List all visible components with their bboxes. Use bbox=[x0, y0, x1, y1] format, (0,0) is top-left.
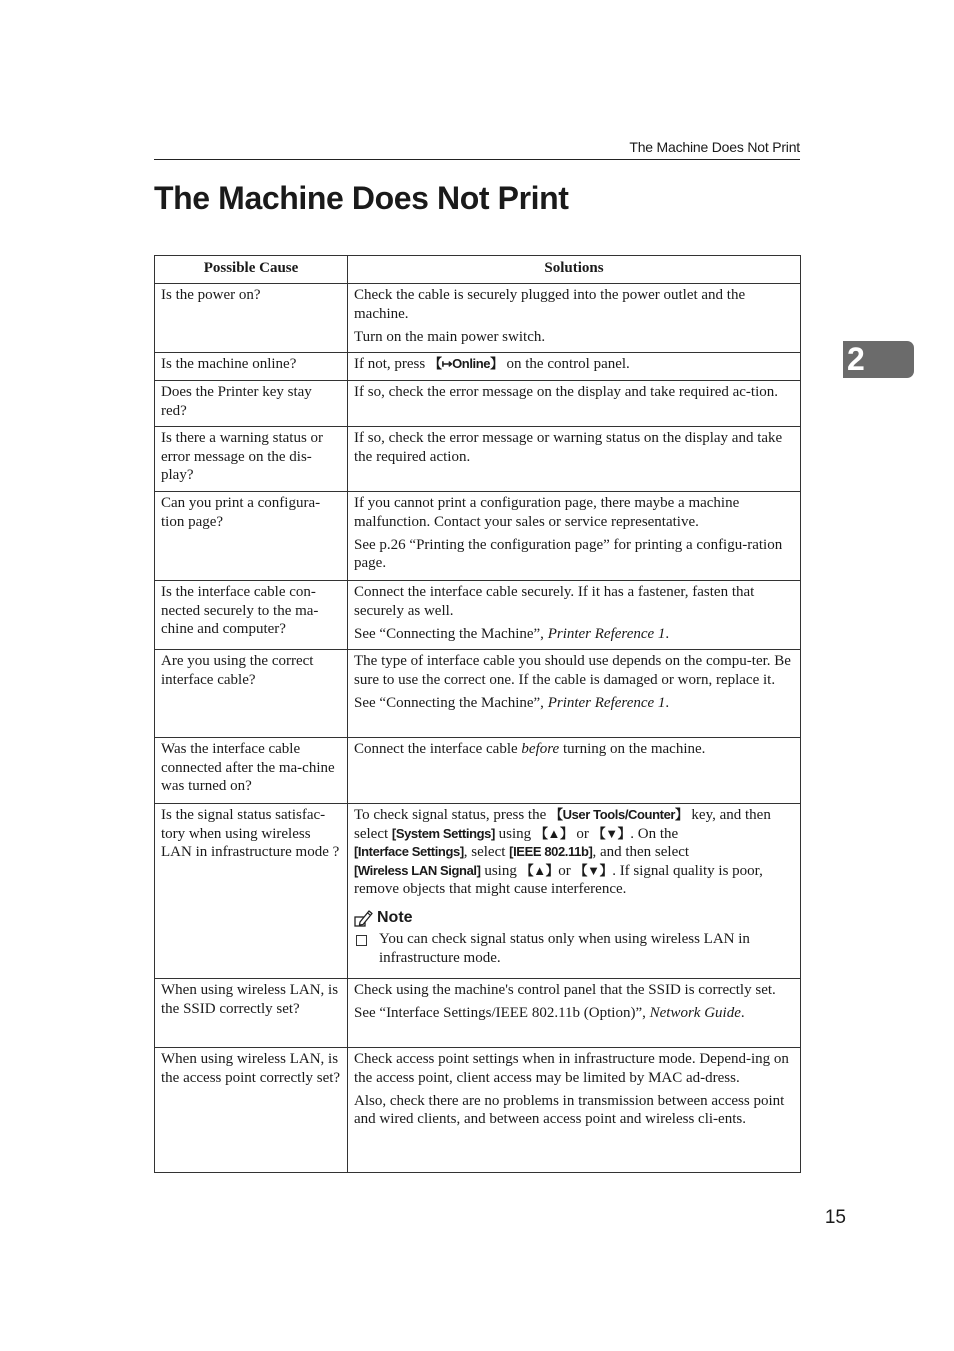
solution-cell bbox=[348, 979, 801, 1048]
text-fragment: . If signal quality is poor, remove objects that might cause interference. bbox=[354, 862, 763, 897]
solution-text: See p.26 “Printing the configuration page” for printing a configu-ration page. bbox=[354, 536, 783, 571]
manual-reference: Printer Reference 1 bbox=[547, 694, 666, 711]
cause-cell: Is the power on? bbox=[155, 284, 348, 353]
ieee-80211b-key: [IEEE 802.11b] bbox=[509, 844, 593, 859]
text-fragment: To check signal status, press the bbox=[354, 807, 550, 823]
text-fragment: or bbox=[572, 825, 593, 842]
solution-cell bbox=[348, 738, 801, 804]
table-row bbox=[155, 284, 801, 353]
text-fragment: using bbox=[480, 862, 521, 879]
text-fragment: key, and then select bbox=[354, 807, 771, 842]
solution-cell bbox=[348, 581, 801, 650]
up-arrow-key: 【▲】 bbox=[520, 862, 559, 878]
note-text: You can check signal status only when using wireless LAN in infrastructure mode. bbox=[379, 931, 750, 966]
solution-text bbox=[354, 1004, 794, 1023]
interface-settings-key: [Interface Settings] bbox=[354, 844, 464, 859]
solution-text: Check access point settings when in infrastructure mode. Depend-ing on the access point, client access may be limited by MAC ad-dress. bbox=[354, 1051, 789, 1086]
note-label: Note bbox=[377, 908, 413, 926]
table-header-row bbox=[155, 256, 801, 284]
solution-text bbox=[354, 625, 794, 644]
table-row bbox=[155, 650, 801, 738]
solution-text: If not, press bbox=[354, 356, 429, 372]
solution-cell bbox=[348, 284, 801, 353]
solution-cell bbox=[348, 804, 801, 979]
running-header: The Machine Does Not Print bbox=[629, 139, 800, 155]
solution-text: Turn on the main power switch. bbox=[354, 328, 546, 345]
page-title: The Machine Does Not Print bbox=[154, 180, 569, 216]
solution-text: If you cannot print a configuration page, there maybe a machine malfunction. Contact your sales or service representative. bbox=[354, 495, 740, 530]
table-row bbox=[155, 979, 801, 1048]
cause-cell: When using wireless LAN, is the SSID correctly set? bbox=[155, 979, 348, 1048]
cause-cell: Is there a warning status or error message on the dis-play? bbox=[155, 427, 348, 492]
solution-text: The type of interface cable you should use depends on the compu-ter. Be sure to use the correct one. If the cable is damaged or worn, replace it. bbox=[354, 653, 791, 688]
manual-reference: Printer Reference 1 bbox=[547, 625, 666, 642]
solution-cell: If so, check the error message on the display and take required ac-tion. bbox=[348, 381, 801, 427]
solution-cell bbox=[348, 650, 801, 738]
solution-text: Check the cable is securely plugged into the power outlet and the machine. bbox=[354, 287, 746, 322]
solution-text bbox=[354, 806, 794, 899]
cause-cell: Does the Printer key stay red? bbox=[155, 381, 348, 427]
down-arrow-key: 【▼】 bbox=[592, 825, 631, 841]
table-row bbox=[155, 581, 801, 650]
cause-cell: Is the signal status satisfac-tory when using wireless LAN in infrastructure mode ? bbox=[155, 804, 348, 979]
cause-cell: Was the interface cable connected after the ma-chine was turned on? bbox=[155, 738, 348, 804]
emphasis-text: before bbox=[521, 741, 560, 757]
chapter-number: 2 bbox=[847, 341, 865, 377]
solution-text: turning on the machine. bbox=[559, 741, 706, 757]
see-text: See “Interface Settings/IEEE 802.11b (Option)”, bbox=[354, 1005, 650, 1021]
note-item bbox=[354, 930, 794, 967]
chapter-tab bbox=[843, 341, 914, 378]
checkbox-icon bbox=[356, 935, 367, 946]
column-header-solutions: Solutions bbox=[348, 256, 801, 284]
period: . bbox=[665, 625, 670, 642]
text-fragment: , select bbox=[463, 844, 510, 860]
online-key: 【↦Online】 bbox=[429, 356, 503, 371]
text-fragment: , and then select bbox=[592, 844, 690, 860]
pencil-icon bbox=[354, 909, 374, 927]
cause-cell: Is the machine online? bbox=[155, 353, 348, 381]
solution-text: Check using the machine's control panel that the SSID is correctly set. bbox=[354, 982, 776, 998]
up-arrow-key: 【▲】 bbox=[534, 825, 573, 841]
wireless-lan-signal-key: [Wireless LAN Signal] bbox=[354, 862, 481, 878]
note-heading bbox=[354, 909, 794, 928]
user-tools-counter-key: 【User Tools/Counter】 bbox=[550, 807, 688, 822]
table-row bbox=[155, 492, 801, 581]
down-arrow-key: 【▼】 bbox=[574, 862, 613, 878]
solution-text: Also, check there are no problems in transmission between access point and wired clients, and between access point and wireless cli-ents. bbox=[354, 1092, 785, 1127]
text-fragment: using bbox=[494, 825, 535, 842]
troubleshooting-table bbox=[154, 255, 801, 1173]
system-settings-key: [System Settings] bbox=[391, 825, 495, 841]
solution-cell: If so, check the error message or warning status on the display and take the required action. bbox=[348, 427, 801, 492]
column-header-cause: Possible Cause bbox=[155, 256, 348, 284]
header-rule bbox=[154, 159, 800, 160]
table-row bbox=[155, 353, 801, 381]
table-row bbox=[155, 381, 801, 427]
table-row bbox=[155, 427, 801, 492]
table-row bbox=[155, 738, 801, 804]
solution-text: Connect the interface cable bbox=[354, 741, 522, 757]
cause-cell: When using wireless LAN, is the access point correctly set? bbox=[155, 1048, 348, 1173]
text-fragment: or bbox=[558, 862, 575, 879]
solution-cell bbox=[348, 353, 801, 381]
period: . bbox=[665, 694, 670, 711]
solution-text: Connect the interface cable securely. If it has a fastener, fasten that securely as well. bbox=[354, 584, 755, 619]
cause-cell: Can you print a configura-tion page? bbox=[155, 492, 348, 581]
see-text: See “Connecting the Machine”, bbox=[354, 625, 548, 642]
table-row bbox=[155, 1048, 801, 1173]
manual-reference: Network Guide bbox=[649, 1005, 741, 1021]
solution-cell bbox=[348, 492, 801, 581]
period: . bbox=[740, 1005, 745, 1021]
solution-text bbox=[354, 694, 794, 713]
table-row bbox=[155, 804, 801, 979]
cause-cell: Is the interface cable con-nected securely to the ma-chine and computer? bbox=[155, 581, 348, 650]
text-fragment: . On the bbox=[630, 825, 679, 842]
cause-cell: Are you using the correct interface cable? bbox=[155, 650, 348, 738]
solution-text: on the control panel. bbox=[502, 356, 630, 372]
page-number: 15 bbox=[824, 1207, 846, 1228]
solution-cell bbox=[348, 1048, 801, 1173]
see-text: See “Connecting the Machine”, bbox=[354, 694, 548, 711]
